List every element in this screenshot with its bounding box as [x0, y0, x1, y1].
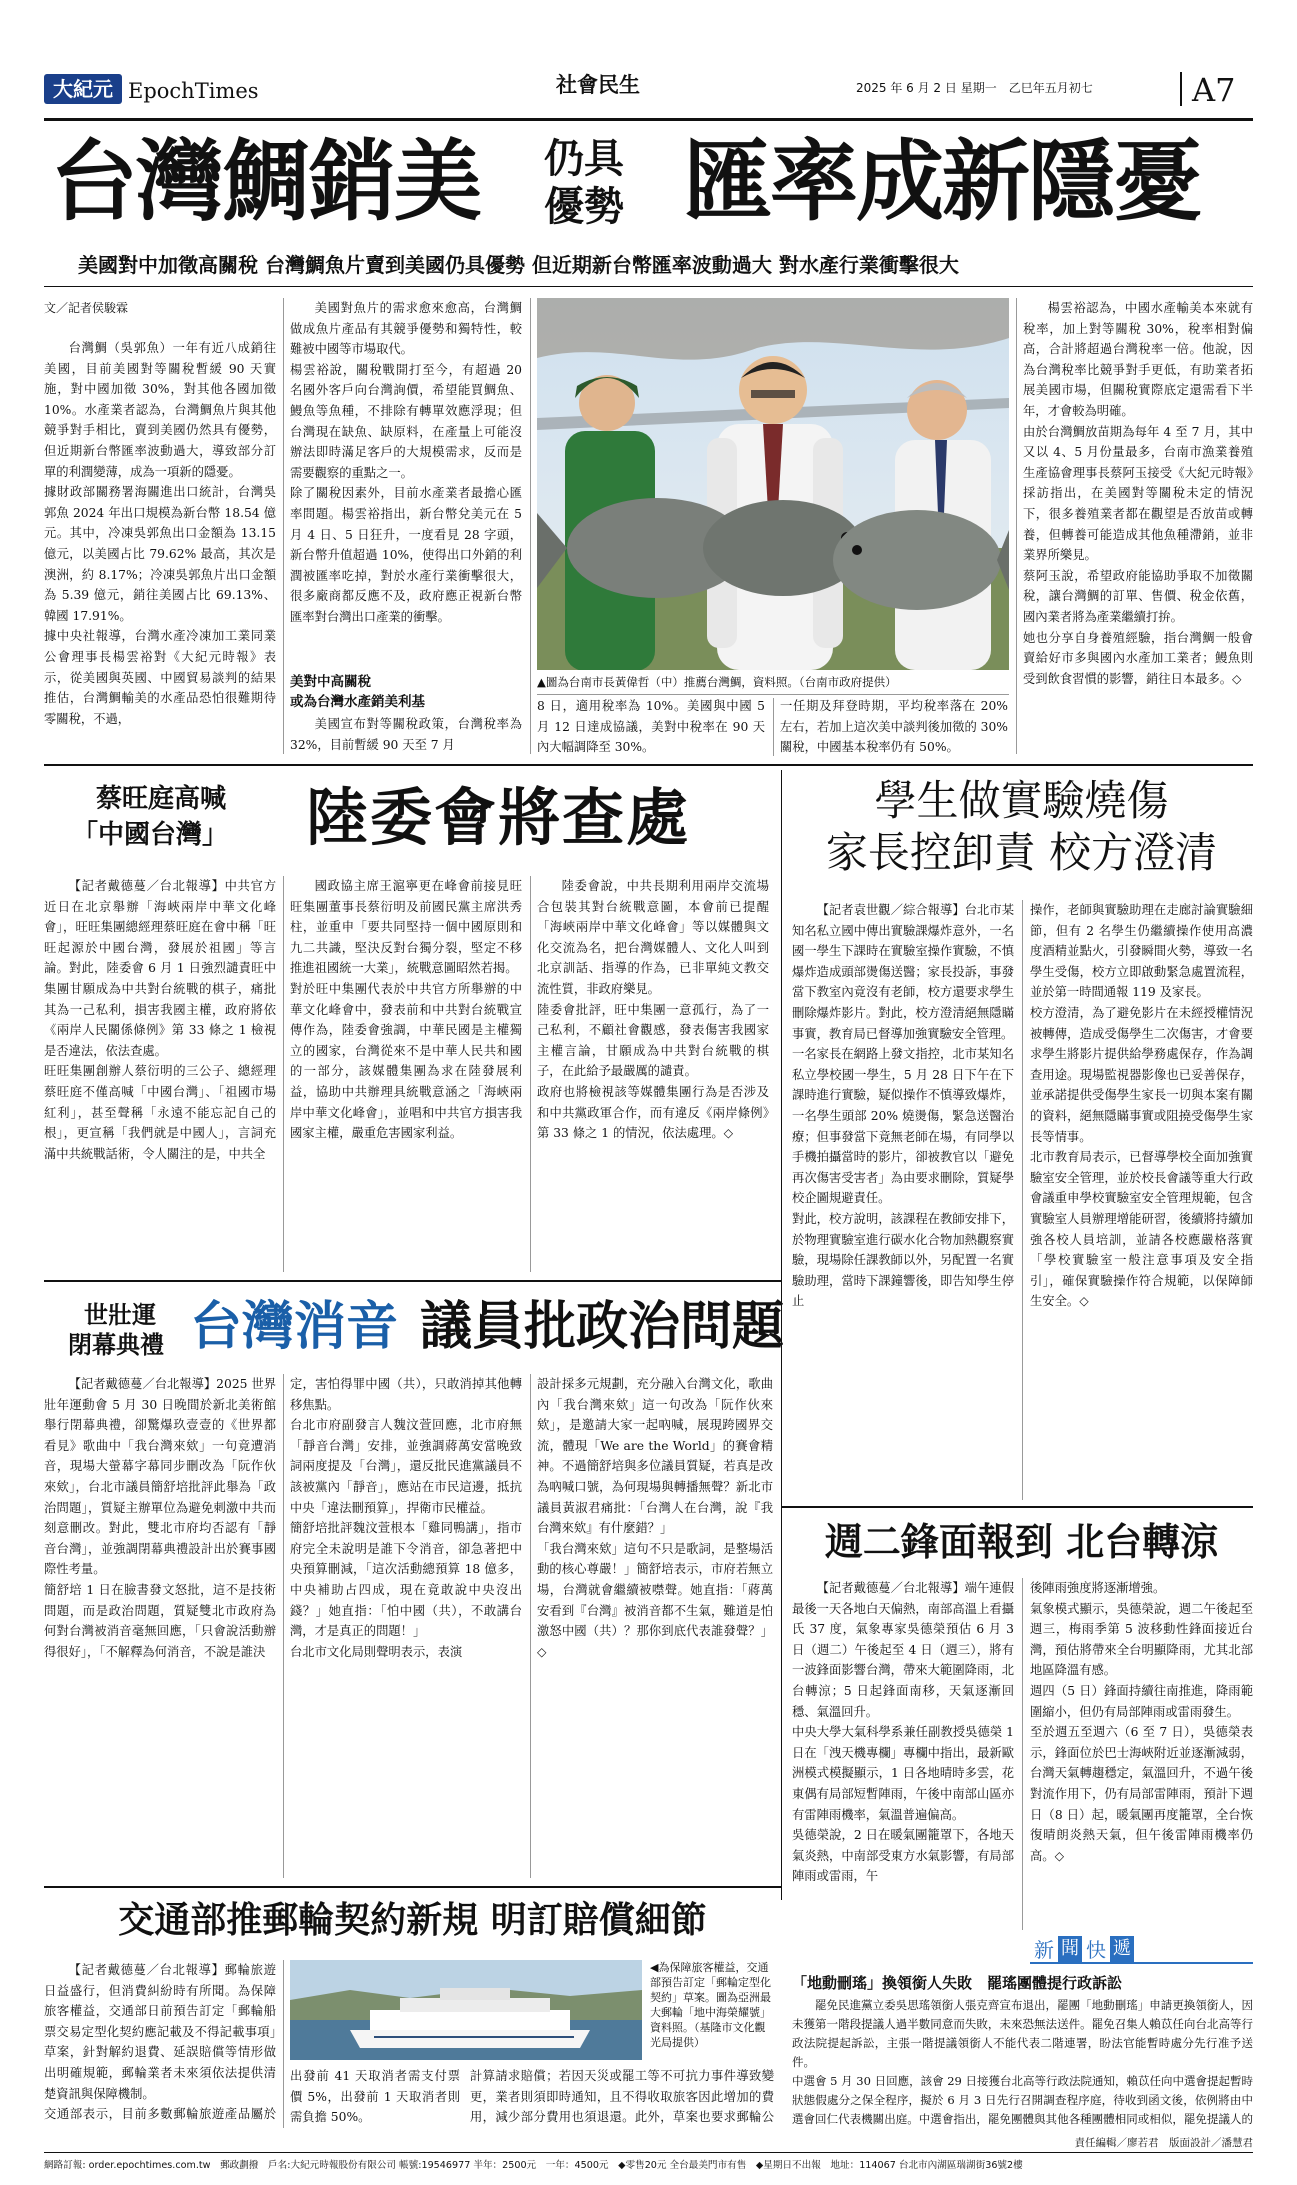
- logo: 大紀元: [44, 74, 122, 104]
- section-name: 社會民生: [556, 73, 640, 97]
- section-rule-4: [44, 1886, 781, 1888]
- a4-divider-2: [530, 1374, 531, 1878]
- a1-col-2: [290, 298, 522, 670]
- a1-col-1-text: 台灣鯛（吳郭魚）一年有近八成銷往美國，目前美國對等關稅暫緩 90 天實施，對中國加徵 30%，對其他各國加徵 10%。水產業者認為，台灣鯛魚片與其他競爭對手相比，賣到美國仍然具有優勢，但近期新台幣匯率波動過大，導致部分訂單的利潤變薄，成為一項新的隱憂。 據財政部關務署海關進出口統計，台灣吳郭魚 2024 年出口規模為新台幣 18.54 億元。其中，冷凍吳郭魚出口金額為 13.15 億元，以美國占比 79.62% 最高，其次是澳洲，約 8.17%；冷凍吳郭魚片出口金額為 5.39 億元，銷往美國占比 69.13%、韓國 17.91%。 據中央社報導，台灣水產冷凍加工業同業公會理事長楊雲裕對《大紀元時報》表示，從美國與英國、中國貿易談判的結果推估，台灣鯛輸美的水產品恐怕很難期待零關稅，不過，: [44, 341, 276, 726]
- brief-char-3: 快: [1086, 1938, 1106, 1962]
- a2-col-2: [290, 876, 522, 1272]
- a1-col-2b: [290, 714, 522, 758]
- masthead: [44, 70, 1253, 114]
- brief-char-4: 遞: [1110, 1936, 1134, 1962]
- a1-divider-2: [530, 298, 531, 754]
- a4-divider-1: [283, 1374, 284, 1878]
- a1-divider-1: [283, 298, 284, 754]
- a2-divider-1: [283, 876, 284, 1272]
- a1-col-1: [44, 338, 276, 750]
- a1-subtitle-rule: [44, 286, 1253, 287]
- fish-photo-illustration: [537, 298, 1009, 670]
- logo-en: EpochTimes: [128, 79, 259, 103]
- a4-col-1: [44, 1374, 276, 1878]
- cruise-ship-illustration: [290, 1960, 642, 2060]
- a6-col-2: [290, 2066, 460, 2130]
- a2-divider-2: [530, 876, 531, 1272]
- section-rule-2: [44, 1280, 781, 1282]
- a7-title: 「地動刪瑤」換領銜人失敗 罷瑤團體提行政訴訟: [792, 1974, 1123, 1992]
- a1-byline: 文／記者侯駿霖: [44, 301, 129, 315]
- a6-caption: ◀為保障旅客權益，交通部預告訂定「郵輪定型化契約」草案。圖為亞洲最大郵輪「地中海榮耀號」資料照。（基隆市文化觀光局提供）: [650, 1961, 771, 2049]
- a1-headline: [44, 128, 1253, 240]
- a3-title-1: 學生做實驗燒傷: [874, 776, 1169, 825]
- a5-col-1-text: 【記者戴德蔓／台北報導】端午連假最後一天各地白天偏熱，南部高溫上看攝氏 37 度，氣象專家吳德榮預估 6 月 3 日（週二）午後起至 4 日（週三），將有一波鋒面影響台灣，帶來大範圍降雨，北台轉涼；5 日起鋒面南移，天氣逐漸回穩、氣溫回升。 中央大學大氣科學系兼任副教授吳德榮 1 日在「洩天機專欄」專欄中指出，最新歐洲模式模擬顯示，1 日各地晴時多雲，花東偶有局部短暫陣雨，午後中南部山區亦有雷陣雨機率，氣溫普遍偏高。 吳德榮說，2 日在暖氣團籠罩下，各地天氣炎熱，中南部受東方水氣影響，有局部陣雨或雷雨，午: [792, 1581, 1014, 1884]
- a4-col-3-text: 設計採多元規劃，充分融入台灣文化，歌曲內「我台灣來欸」這一句改為「阮作伙來欸」，是邀請大家一起吶喊，展現跨國界交流，體現「We are the World」的賽會精神。不過簡舒培與多位議員質疑，若真是改為吶喊口號，為何現場與轉播無聲？新北市議員黃淑君痛批：「台灣人在台灣，說『我台灣來欸』有什麼錯？」 「我台灣來欸」這句不只是歌詞，是整場活動的核心尊嚴！」簡舒培表示，市府若無立場，台灣就會繼續被噤聲。她直指：「蔣萬安看到『台灣』被消音都不生氣，難道是怕激怒中國（共）？那你到底代表誰發聲？」◇: [537, 1377, 773, 1659]
- issue-date: 2025 年 6 月 2 日 星期一 乙巳年五月初七: [856, 81, 1093, 95]
- a1-col-3b: [537, 696, 765, 758]
- a1-title-small-2: 優勢: [544, 184, 624, 230]
- a1-col-2-text: 美國對魚片的需求愈來愈高，台灣鯛做成魚片產品有其競爭優勢和獨特性，較難被中國等市場取代。 楊雲裕說，關稅戰開打至今，有超過 20 名國外客戶向台灣詢價，希望能買鯛魚、鰻魚等魚種，不排除有轉單效應浮現；但台灣現在缺魚、缺原料，在產量上可能沒辦法即時滿足客戶的大規模需求，反而是需要觀察的重點之一。 除了關稅因素外，目前水產業者最擔心匯率問題。楊雲裕指出，新台幣兌美元在 5 月 4 日、5 日狂升，一度看見 28 字頭，新台幣升值超過 10%，使得出口外銷的利潤被匯率吃掉，對於水產行業衝擊很大，很多廠商都反應不及，政府應正視新台幣匯率對台灣出口產業的衝擊。: [290, 301, 522, 624]
- a4-col-3: [537, 1374, 773, 1878]
- a1-col-5: [1023, 298, 1253, 758]
- a2-col-1: [44, 876, 276, 1272]
- a5-divider-1: [1022, 1578, 1023, 1930]
- page-divider: [1180, 72, 1182, 106]
- a4-kicker-2: 閉幕典禮: [68, 1331, 164, 1359]
- a3-col-1: [792, 900, 1014, 1502]
- a1-col-2b-text: 美國宣布對等關稅政策，台灣稅率為 32%，目前暫緩 90 天至 7 月: [290, 717, 522, 752]
- a6-col-2-text: 出發前 41 天取消者需支付票價 5%，出發前 1 天取消者則需負擔 50%。: [290, 2069, 460, 2125]
- a2-kicker-1: 蔡旺庭高喊: [96, 784, 227, 814]
- a6-col-1: [44, 1960, 276, 2128]
- a3-col-1-text: 【記者袁世觀／綜合報導】台北市某知名私立國中傳出實驗課爆炸意外，一名國一學生下課時在實驗室操作實驗，不慎爆炸造成頭部燙傷送醫；家長投訴，事發當下教室內竟沒有老師，校方還要求學生刪除爆炸影片。對此，校方澄清絕無隱瞞事實，教育局已督導加強實驗安全管理。 一名家長在網路上發文指控，北市某知名私立學校國一學生，5 月 28 日下午在下課時進行實驗，疑似操作不慎導致爆炸，一名學生頭部 20% 燒燙傷，緊急送醫治療；但事發當下竟無老師在場，有同學以手機拍攝當時的影片，卻被教官以「避免再次傷害受害者」為由要求刪除，質疑學校企圖規避責任。 對此，校方說明，該課程在教師安排下，於物理實驗室進行碳水化合物加熱觀察實驗，現場除任課教師以外，另配置一名實驗助理，當時下課鐘響後，即告知學生停止: [792, 903, 1014, 1309]
- a4-title-blue: 台灣消音: [190, 1297, 399, 1357]
- a1-caption: ▲圖為台南市長黃偉哲（中）推薦台灣鯛，資料照。（台南市政府提供）: [537, 675, 897, 689]
- a1-col-5-text: 楊雲裕認為，中國水產輸美本來就有稅率，加上對等關稅 30%，稅率相對偏高，合計將超過台灣稅率一倍。他說，因為台灣稅率比競爭對手更低，有助業者拓展美國市場，但關稅實際底定還需看下半年，才會較為明確。 由於台灣鯛放苗期為每年 4 至 7 月，其中又以 4、5 月份量最多，台南市漁業養殖生產協會理事長蔡阿玉接受《大紀元時報》採訪指出，在美國對等關稅未定的情況下，很多養殖業者都在觀望是否放苗或轉養，但轉養可能造成其他魚種滯銷，並非業界所樂見。 蔡阿玉說，希望政府能協助爭取不加徵關稅，讓台灣鯛的訂單、售價、稅金依舊，國內業者將為產業繼續打拚。 她也分享自身養殖經驗，指台灣鯛一般會賣給好市多與國內水產加工業者；鰻魚則受到飲食習慣的影響，銷往日本最多。◇: [1023, 301, 1253, 686]
- a2-title: 陸委會將查處: [306, 781, 691, 854]
- a1-title-small-1: 仍具: [544, 136, 624, 182]
- a6-col-3: [470, 2066, 774, 2130]
- a3-col-2-text: 操作，老師與實驗助理在走廊討論實驗細節，但有 2 名學生仍繼續操作使用高濃度酒精並點火，引發瞬間火勢，導致一名學生受傷，校方立即啟動緊急處置流程，並於第一時間通報 119 及家長。 校方澄清，為了避免影片在未經授權情況被轉傳，造成受傷學生二次傷害，才會要求學生將影片提供給學務處保存，作為調查用途。現場監視器影像也已妥善保存，並承諾提供受傷學生家長一切與本案有關的資料，絕無隱瞞事實或阻撓受傷學生家長等情事。 北市教育局表示，已督導學校全面加強實驗室安全管理，並於校長會議等重大行政會議重申學校實驗室安全管理規範，包含實驗室人員辦理增能研習，後續將持續加強各校人員培訓，並請各校應嚴格落實「學校實驗室一般注意事項及安全指引」，確保實驗操作符合規範，以保障師生安全。◇: [1030, 903, 1253, 1309]
- a6-col-3-text: 計算請求賠償；若因天災或罷工等不可抗力事件導致變更，業者則須即時通知，且不得收取旅客因此增加的費用，減少部分費用也須退還。此外，草案也要求郵輪公: [470, 2069, 774, 2125]
- a2-col-1-text: 【記者戴德蔓／台北報導】中共官方近日在北京舉辦「海峽兩岸中華文化峰會」，旺旺集團總經理蔡旺庭在會中稱「旺旺起源於中國台灣，發展於祖國」等言論。對此，陸委會 6 月 1 日強烈譴責旺中集團甘願成為中共對台統戰的棋子，痛批其為一己私利，損害我國主權，政府將依《兩岸人民關係條例》第 33 條之 1 檢視是否違法，依法查處。 旺旺集團創辦人蔡衍明的三公子、總經理蔡旺庭不僅高喊「中國台灣」、「祖國市場紅利」，甚至聲稱「永遠不能忘記自己的根」，更宣稱「我們就是中國人」，言詞充滿中共統戰話術，令人關注的是，中共全: [44, 879, 276, 1161]
- a2-col-3-text: 陸委會說，中共長期利用兩岸交流場合包裝其對台統戰意圖，本會前已提醒「海峽兩岸中華文化峰會」等以媒體與文化交流為名，把台灣媒體人、文化人叫到北京訓話、指導的作為，已非單純文教交流性質，非政府樂見。 陸委會批評，旺中集團一意孤行，為了一己私利，不顧社會觀感，發表傷害我國家主權言論，甘願成為中共對台統戰的棋子，在此給予最嚴厲的譴責。 政府也將檢視該等媒體集團行為是否涉及和中共黨政軍合作，而有違反《兩岸條例》第 33 條之 1 的情況，依法處理。◇: [537, 879, 769, 1141]
- news-brief-banner: [1030, 1936, 1253, 1964]
- brief-char-2: 聞: [1058, 1936, 1082, 1962]
- a3-title-2: 家長控卸責 校方澄清: [825, 828, 1218, 877]
- a7-body-text: 罷免民進黨立委吳思瑤領銜人張克齊宣布退出，罷團「地動刪瑤」申請更換領銜人，因未獲第一階段提議人過半數同意而失敗，未來恐無法送件。罷免召集人賴苡任向台北高等行政法院提起訴訟，主張一階提議領銜人不能代表二階連署，盼法官能暫時處分先行准予送件。 中選會 5 月 30 日回應，該會 29 日接獲台北高等行政法院通知，賴苡任向中選會提起暫時狀態假處分之保全程序，擬於 6 月 3 日先行召開調查程序庭，待收到函文後，依例將由中選會回仁代表機關出庭。中選會指出，罷免團體與其他各種團體相同或相似，罷免提議人的: [792, 1998, 1253, 2126]
- a1-title-b: 匯率成新隱憂: [684, 130, 1201, 233]
- a6-divider-1: [283, 1960, 284, 2128]
- a1-title-a: 台灣鯛銷美: [50, 130, 481, 233]
- footer-rule: [44, 2152, 1253, 2153]
- a2-col-3: [537, 876, 769, 1272]
- section-rule-3: [781, 1506, 1253, 1508]
- a3-divider-1: [1022, 900, 1023, 1500]
- a5-col-2-text: 後陣雨強度將逐漸增強。 氣象模式顯示，吳德榮說，週二午後起至週三，梅雨季第 5 波移動性鋒面接近台灣，預估將帶來全台明顯降雨，尤其北部地區降溫有感。 週四（5 日）鋒面持續往南推進，降雨範圍縮小，但仍有局部陣雨或雷雨發生。 至於週五至週六（6 至 7 日），吳德榮表示，鋒面位於巴士海峽附近並逐漸減弱，台灣天氣轉趨穩定，氣溫回升，不過午後對流作用下，仍有局部雷陣雨，預計下週日（8 日）起，暖氣團再度籠罩，全台恢復晴朗炎熱天氣，但午後雷陣雨機率仍高。◇: [1030, 1581, 1253, 1863]
- section-rule-1: [44, 764, 1253, 766]
- a3-col-2: [1030, 900, 1253, 1502]
- a1-col-4b-text: 一任期及拜登時期，平均稅率落在 20% 左右，若加上這次美中談判後加徵的 30% 關稅，中國基本稅率仍有 50%。: [780, 699, 1008, 755]
- a1-photo: [537, 298, 1009, 670]
- a5-title: 週二鋒面報到 北台轉涼: [824, 1520, 1219, 1564]
- a1-col-4b: [780, 696, 1008, 758]
- a1-subhead: 美對中高關稅 或為台灣水產銷美利基: [290, 674, 425, 710]
- a1-divider-3: [773, 698, 774, 756]
- page-number: A7: [1192, 71, 1236, 109]
- a1-photo-rule: [537, 694, 1009, 695]
- a4-col-2: [290, 1374, 522, 1878]
- a2-kicker-2: 「中國台灣」: [72, 820, 229, 850]
- footer-info: 網路訂報: order.epochtimes.com.tw 郵政劃撥 戶名:大紀元時報股份有限公司 帳號:19546977 半年：2500元 一年：4500元 ◆零售20元 全台最美門市有售 ◆星期日不出報 地址：114067 台北市內湖區瑞湖街36號2樓: [44, 2160, 1023, 2171]
- credits: 責任編輯／廖若君 版面設計／潘慧君: [1074, 2137, 1253, 2149]
- a6-title: 交通部推郵輪契約新規 明訂賠償細節: [118, 1900, 707, 1941]
- masthead-rule: [44, 118, 1253, 121]
- a6-col-1-text: 【記者戴德蔓／台北報導】郵輪旅遊日益盛行，但消費糾紛時有所聞。為保障旅客權益，交通部日前預告訂定「郵輪船票交易定型化契約應記載及不得記載事項」草案，針對解約退費、延誤賠償等情形做出明確規範，郵輪業者未來須依法提供清楚資訊與保障機制。 交通部表示，目前多數郵輪旅遊產品屬於: [44, 1963, 276, 2122]
- a4-col-1-text: 【記者戴德蔓／台北報導】2025 世界壯年運動會 5 月 30 日晚間於新北美術館舉行閉幕典禮，卻驚爆玖壹壹的《世界都看見》歌曲中「我台灣來欸」一句竟遭消音，現場大螢幕字幕同步刪改為「阮作伙來欸」，台北市議員簡舒培批評此舉為「政治問題」，質疑主辦單位為避免刺激中共而刻意刪改。對此，雙北市府均否認有「靜音台灣」，並強調閉幕典禮設計出於賽事國際性考量。 簡舒培 1 日在臉書發文怒批，這不是技術問題，而是政治問題，質疑雙北市政府為何對台灣被消音毫無回應，「只會說活動辦得很好」，「不解釋為何消音，不說是誰決: [44, 1377, 276, 1659]
- a1-divider-4: [1016, 298, 1017, 754]
- a6-photo: [290, 1960, 642, 2060]
- a1-subtitle: 美國對中加徵高關稅 台灣鯛魚片賣到美國仍具優勢 但近期新台幣匯率波動過大 對水產行業衝擊很大: [78, 253, 959, 277]
- a4-kicker-1: 世壯運: [84, 1301, 156, 1329]
- a5-col-2: [1030, 1578, 1253, 1930]
- a4-title-rest: 議員批政治問題: [420, 1297, 785, 1357]
- a2-col-2-text: 國政協主席王滬寧更在峰會前接見旺旺集團董事長蔡衍明及前國民黨主席洪秀柱，並重申「要共同堅持一個中國原則和九二共識，堅決反對台獨分裂，堅定不移推進祖國統一大業」，統戰意圖昭然若揭。 對於旺中集團代表於中共官方所舉辦的中華文化峰會中，發表前和中共對台統戰宣傳作為，陸委會強調，中華民國是主權獨立的國家，台灣從來不是中華人民共和國的一部分，該媒體集團為求在陸發展利益，協助中共辦理具統戰意涵之「海峽兩岸中華文化峰會」，並唱和中共官方損害我國家主權，嚴重危害國家利益。: [290, 879, 522, 1141]
- a4-col-2-text: 定，害怕得罪中國（共），只敢消掉其他轉移焦點。 台北市府副發言人魏汶萱回應，北市府無「靜音台灣」安排，並強調蔣萬安當晚致詞兩度提及「台灣」，還反批民進黨議員不該被黨內「靜音」，應站在市民這邊，抵抗中央「違法刪預算」，捍衛市民權益。 簡舒培批評魏汶萱根本「雞同鴨講」，指市府完全未說明是誰下令消音，卻急著把中央預算刪減，「這次活動總預算 18 億多，中央補助占四成，現在竟敢說中央沒出錢？」她直指：「怕中國（共），不敢講台灣，才是真正的問題！」 台北市文化局則聲明表示，表演: [290, 1377, 522, 1659]
- a7-body: [792, 1996, 1253, 2132]
- brief-char-1: 新: [1034, 1938, 1054, 1962]
- a1-col-3b-text: 8 日，適用稅率為 10%。美國與中國 5 月 12 日達成協議，美對中稅率在 90 天內大幅調降至 30%。: [537, 699, 765, 755]
